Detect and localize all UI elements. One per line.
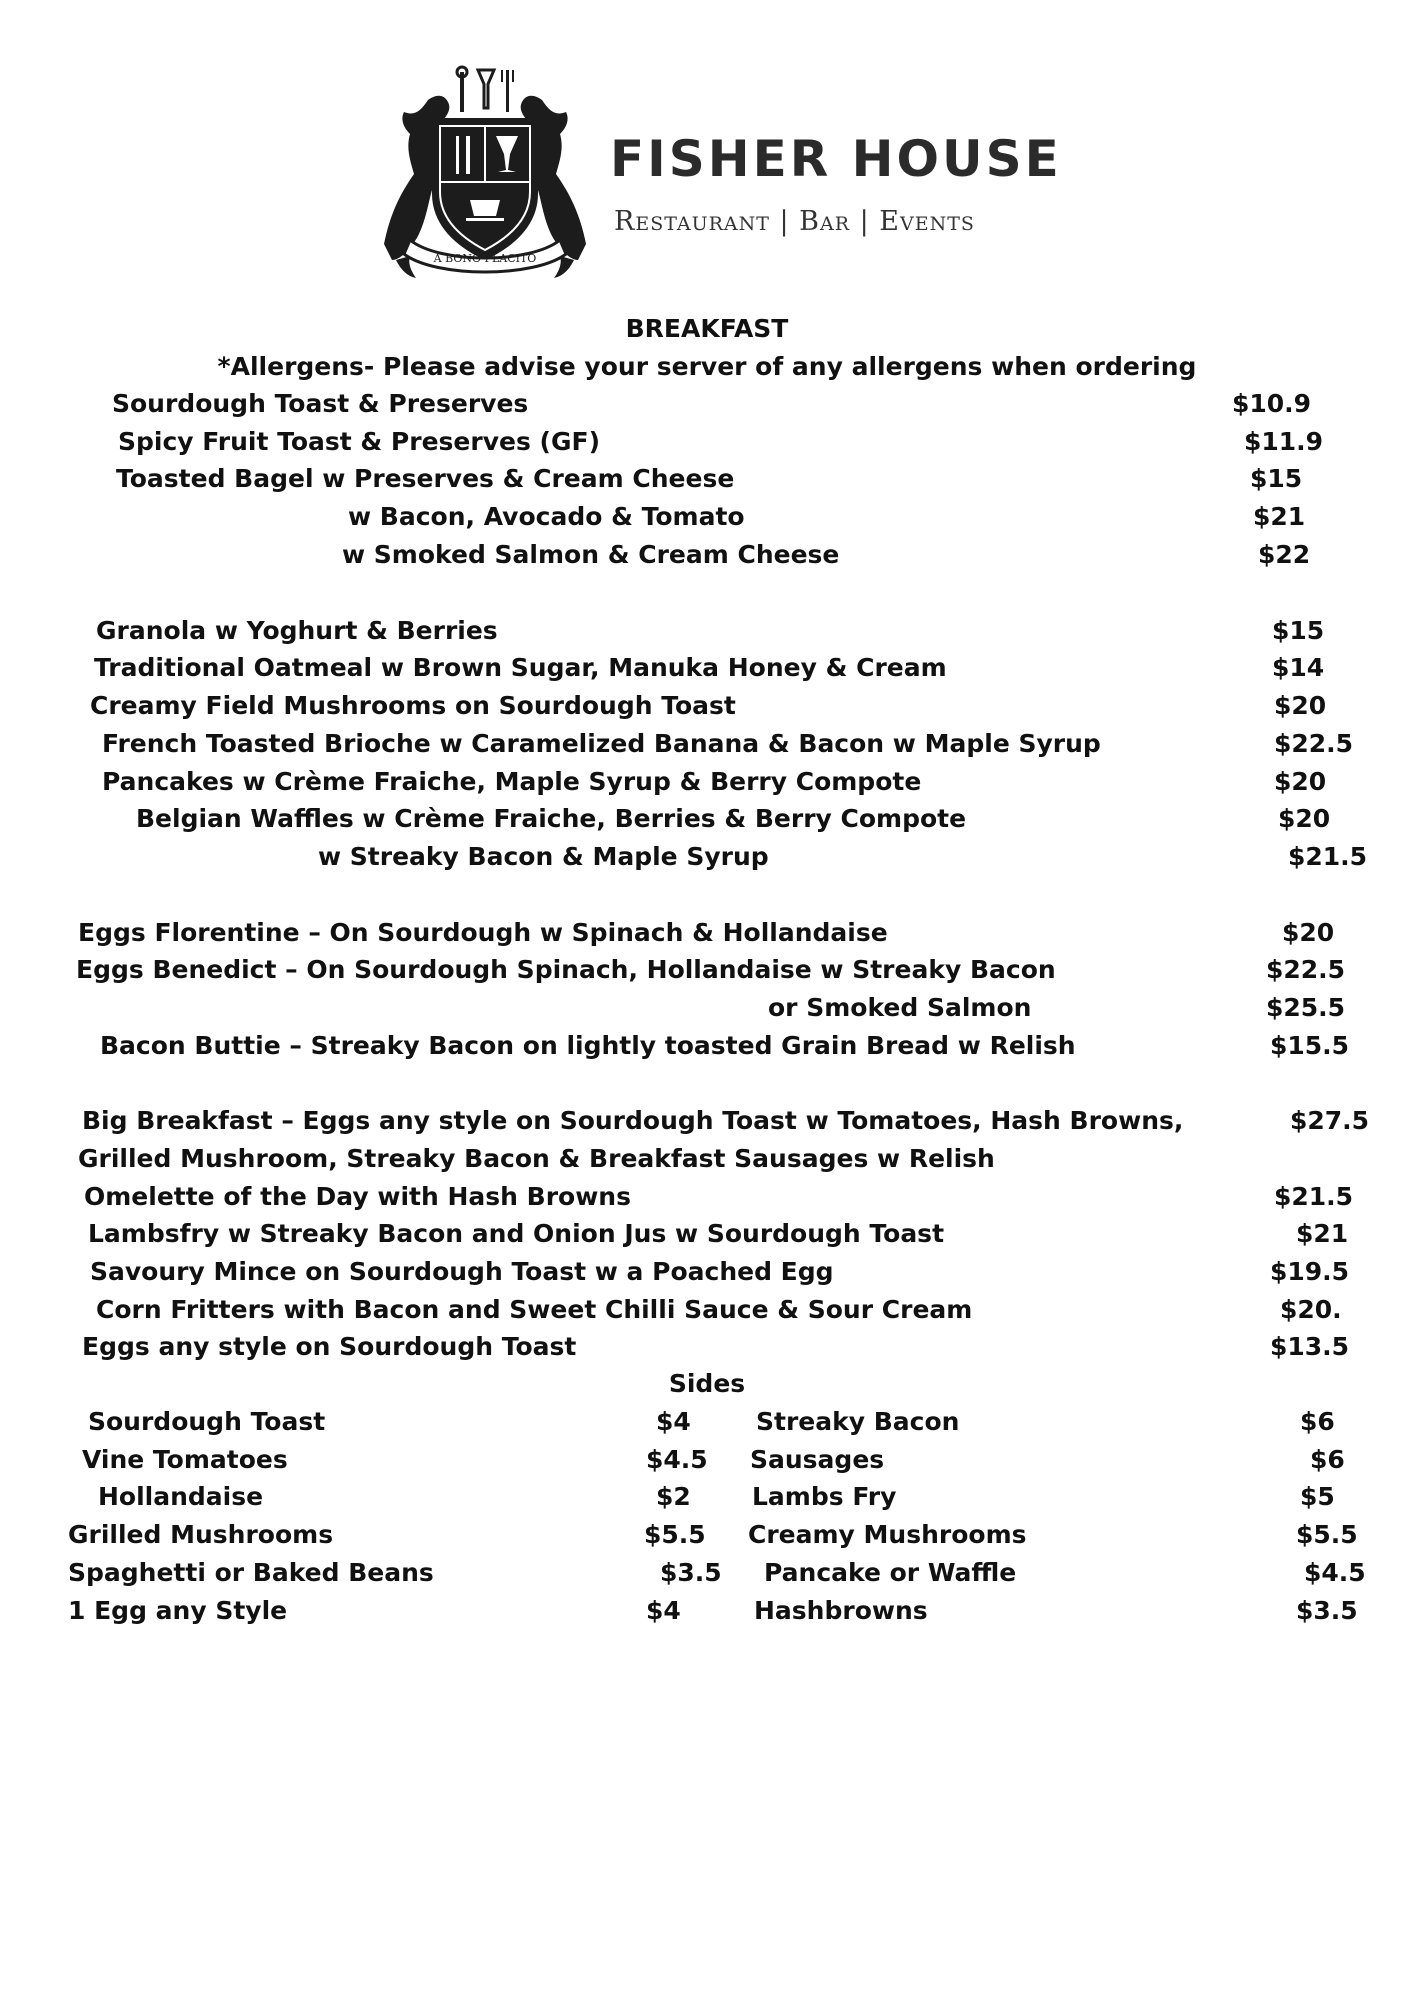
menu-item-name: Savoury Mince on Sourdough Toast w a Poached Egg: [90, 1257, 834, 1286]
menu-item-price: $20.: [1280, 1295, 1342, 1324]
menu-item-name: Bacon Buttie – Streaky Bacon on lightly toasted Grain Bread w Relish: [100, 1031, 1076, 1060]
allergen-note: *Allergens- Please advise your server of any allergens when ordering: [217, 352, 1197, 381]
menu-item-name: Omelette of the Day with Hash Browns: [84, 1182, 631, 1211]
menu-item-name: Grilled Mushroom, Streaky Bacon & Breakfast Sausages w Relish: [78, 1144, 995, 1173]
menu-title: BREAKFAST: [625, 314, 789, 343]
side-item-price: $6: [1300, 1407, 1335, 1436]
menu-item-price: $27.5: [1290, 1106, 1370, 1135]
menu-item-price: $20: [1274, 691, 1327, 720]
menu-item-name: Toasted Bagel w Preserves & Cream Cheese: [116, 464, 735, 493]
side-item-price: $5.5: [644, 1520, 706, 1549]
side-item-name: Grilled Mushrooms: [68, 1520, 334, 1549]
side-item-price: $3.5: [660, 1558, 722, 1587]
side-item-price: $4: [656, 1407, 691, 1436]
menu-item-name: Corn Fritters with Bacon and Sweet Chilli Sauce & Sour Cream: [96, 1295, 973, 1324]
menu-item-name: Eggs Benedict – On Sourdough Spinach, Hollandaise w Streaky Bacon: [76, 955, 1056, 984]
side-item-price: $5.5: [1296, 1520, 1358, 1549]
side-item-name: 1 Egg any Style: [68, 1596, 288, 1625]
fisher-house-logo: [370, 64, 1070, 294]
side-item-price: $2: [656, 1482, 691, 1511]
side-item-price: $6: [1310, 1445, 1345, 1474]
side-item-price: $5: [1300, 1482, 1335, 1511]
side-item-price: $4.5: [646, 1445, 708, 1474]
menu-item-price: $20: [1274, 767, 1327, 796]
menu-item-price: $21.5: [1274, 1182, 1354, 1211]
menu-item-price: $10.9: [1232, 389, 1312, 418]
menu-item-name: or Smoked Salmon: [768, 993, 1032, 1022]
menu-item-name: Creamy Field Mushrooms on Sourdough Toast: [90, 691, 736, 720]
sides-heading: Sides: [668, 1369, 746, 1398]
menu-item-name: Belgian Waffles w Crème Fraiche, Berries & Berry Compote: [136, 804, 967, 833]
menu-item-price: $20: [1282, 918, 1335, 947]
menu-item-name: Sourdough Toast & Preserves: [112, 389, 529, 418]
menu-item-name: Traditional Oatmeal w Brown Sugar, Manuka Honey & Cream: [94, 653, 947, 682]
menu-item-price: $21.5: [1288, 842, 1368, 871]
menu-item-price: $22.5: [1274, 729, 1354, 758]
side-item-name: Hollandaise: [98, 1482, 264, 1511]
menu-item-price: $22: [1258, 540, 1311, 569]
brand-name: FISHER HOUSE: [610, 130, 1062, 188]
crest-motto: A BONO PLACITO: [433, 252, 537, 265]
side-item-price: $3.5: [1296, 1596, 1358, 1625]
side-item-name: Creamy Mushrooms: [748, 1520, 1027, 1549]
brand-tagline: Restaurant | Bar | Events: [614, 206, 975, 237]
menu-item-price: $11.9: [1244, 427, 1324, 456]
side-item-price: $4.5: [1304, 1558, 1366, 1587]
side-item-price: $4: [646, 1596, 681, 1625]
menu-item-name: w Smoked Salmon & Cream Cheese: [342, 540, 840, 569]
menu-item-name: Eggs Florentine – On Sourdough w Spinach & Hollandaise: [78, 918, 888, 947]
menu-item-price: $15: [1250, 464, 1303, 493]
side-item-name: Hashbrowns: [754, 1596, 928, 1625]
menu-item-price: $22.5: [1266, 955, 1346, 984]
menu-item-price: $13.5: [1270, 1332, 1350, 1361]
side-item-name: Sourdough Toast: [88, 1407, 326, 1436]
side-item-name: Streaky Bacon: [756, 1407, 960, 1436]
menu-item-price: $20: [1278, 804, 1331, 833]
menu-item-name: French Toasted Brioche w Caramelized Banana & Bacon w Maple Syrup: [102, 729, 1101, 758]
menu-item-price: $25.5: [1266, 993, 1346, 1022]
menu-item-price: $21: [1253, 502, 1306, 531]
side-item-name: Vine Tomatoes: [82, 1445, 288, 1474]
side-item-name: Pancake or Waffle: [764, 1558, 1017, 1587]
menu-item-price: $21: [1296, 1219, 1349, 1248]
menu-item-name: w Streaky Bacon & Maple Syrup: [318, 842, 769, 871]
menu-item-name: Big Breakfast – Eggs any style on Sourdough Toast w Tomatoes, Hash Browns,: [82, 1106, 1184, 1135]
menu-item-name: w Bacon, Avocado & Tomato: [348, 502, 745, 531]
menu-item-name: Lambsfry w Streaky Bacon and Onion Jus w Sourdough Toast: [88, 1219, 945, 1248]
crest-emblem-icon: [370, 64, 600, 294]
side-item-name: Lambs Fry: [752, 1482, 897, 1511]
menu-item-name: Spicy Fruit Toast & Preserves (GF): [118, 427, 600, 456]
side-item-name: Sausages: [750, 1445, 885, 1474]
menu-item-price: $14: [1272, 653, 1325, 682]
side-item-name: Spaghetti or Baked Beans: [68, 1558, 434, 1587]
menu-item-name: Pancakes w Crème Fraiche, Maple Syrup & Berry Compote: [102, 767, 922, 796]
menu-item-price: $15.5: [1270, 1031, 1350, 1060]
menu-item-price: $19.5: [1270, 1257, 1350, 1286]
menu-item-price: $15: [1272, 616, 1325, 645]
menu-item-name: Eggs any style on Sourdough Toast: [82, 1332, 577, 1361]
menu-item-name: Granola w Yoghurt & Berries: [96, 616, 498, 645]
